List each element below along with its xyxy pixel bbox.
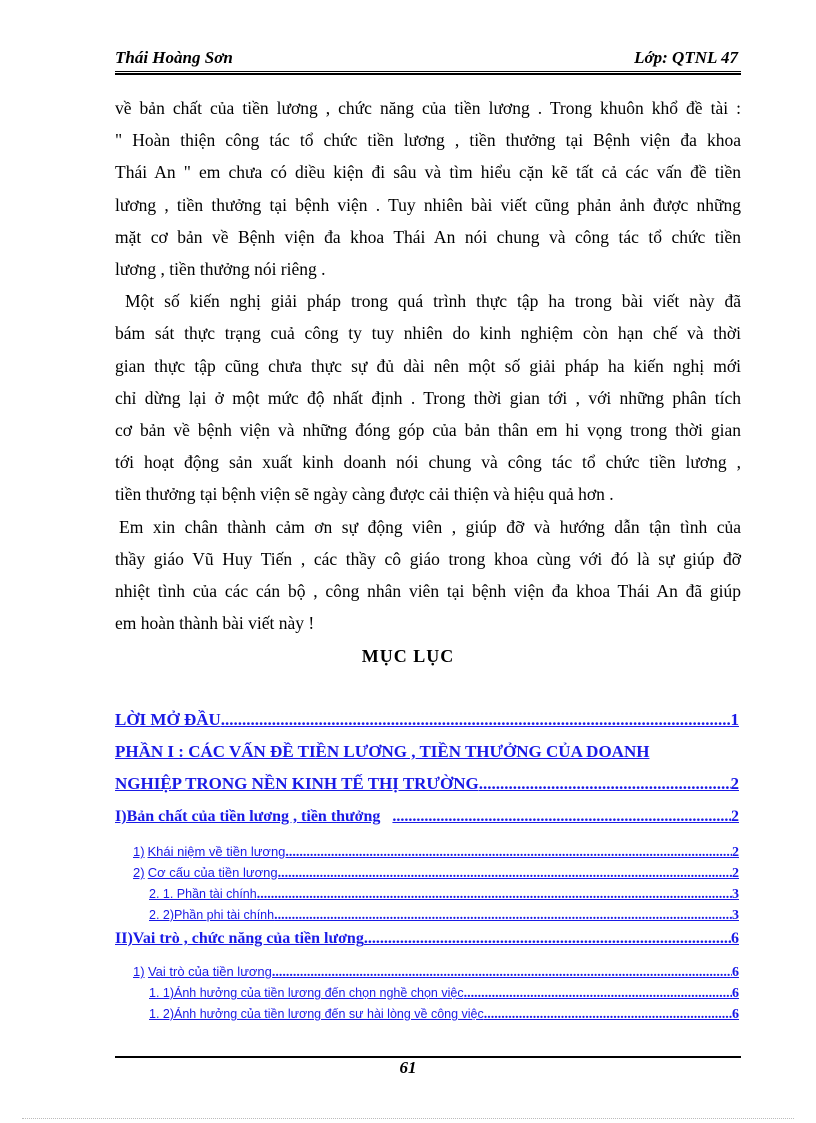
toc-entry-label: PHẦN I : CÁC VẤN ĐỀ TIỀN LƯƠNG , TIỀN THƯỞNG CỦA DOANH: [115, 742, 650, 761]
toc-entry-label: Vai trò , chức năng của tiền lương: [132, 930, 364, 947]
toc-entry-page: 2: [732, 866, 739, 881]
page-edge: [22, 1118, 794, 1119]
toc-entry-number: II): [115, 930, 133, 947]
toc-entry-1-2[interactable]: [133, 865, 739, 882]
toc-entry-label: 2. 2)Phần phi tài chính: [149, 908, 275, 922]
page-number: 61: [399, 1058, 417, 1077]
toc-leader: [464, 986, 732, 1002]
toc-entry-2-1[interactable]: [149, 887, 739, 903]
toc-entry-loi-mo-dau[interactable]: [115, 710, 739, 730]
toc-entry-page: 1: [730, 710, 739, 729]
body-line: lương , tiền thưởng tại bệnh viện . Tuy nhiên bài viết cũng phản ảnh được những: [115, 194, 741, 215]
toc-leader: [257, 887, 732, 903]
body-line: " Hoàn thiện công tác tổ chức tiền lương , tiền thưởng tại Bệnh viện đa khoa: [115, 130, 741, 151]
toc-leader: [484, 1007, 732, 1023]
body-line: bám sát thực trạng cuả công ty tuy nhiên do kinh nghiệm còn hạn chế và thời: [115, 323, 741, 344]
body-line: Thái An " em chưa có diều kiện đi sâu và tìm hiểu cặn kẽ tất cả các vấn đề tiền: [115, 162, 741, 183]
body-line: cơ bản về bệnh viện và những đóng góp của bản thân em hi vọng trong thời gian: [115, 420, 741, 441]
body-line: Một số kiến nghị giải pháp trong quá trình thực tập ha trong bài viết này đã: [125, 291, 741, 312]
toc-entry-page: 2: [732, 845, 739, 860]
body-line: về bản chất của tiền lương , chức năng của tiền lương . Trong khuôn khổ đề tài :: [115, 98, 741, 118]
toc-entry-1-1-chon-nghe[interactable]: [149, 986, 739, 1002]
body-line: mặt cơ bản về Bệnh viện đa khoa Thái An nói chung và công tác tổ chức tiền: [115, 226, 741, 247]
body-line: tiền thưởng tại bệnh viện sẽ ngày càng được cải thiện và hiệu quả hơn .: [115, 484, 614, 505]
toc-entry-2-2[interactable]: [149, 908, 739, 924]
toc-entry-label: NGHIỆP TRONG NỀN KINH TẾ THỊ TRƯỜNG: [115, 774, 479, 793]
toc-leader: [285, 845, 732, 861]
toc-entry-page: 3: [732, 908, 739, 923]
toc-leader: [274, 908, 732, 924]
toc-entry-label: Vai trò của tiền lương: [147, 964, 272, 979]
toc-entry-label: 1. 1)Ảnh hưởng của tiền lương đến chọn nghề chọn việc: [149, 986, 464, 1000]
toc-entry-label: Cơ cấu của tiền lương: [147, 865, 278, 880]
toc-title: MỤC LỤC: [361, 646, 455, 666]
header-rule: [115, 71, 741, 75]
header-author: Thái Hoàng Sơn: [115, 48, 233, 67]
body-line: thầy giáo Vũ Huy Tiến , các thầy cô giáo trong khoa cùng với đó là sự giúp đỡ: [115, 548, 741, 569]
body-line: tới hoạt động sản xuất kinh doanh nói chung và công tác tổ chức tiền lương ,: [115, 452, 741, 473]
toc-entry-1-1[interactable]: [133, 844, 739, 861]
body-line: nhiệt tình của các cán bộ , công nhân viên tại bệnh viện đa khoa Thái An đã giúp: [115, 581, 741, 602]
toc-leader: [272, 965, 732, 981]
toc-entry-section-2[interactable]: [115, 930, 739, 948]
body-line: Em xin chân thành cảm ơn sự động viên , giúp đỡ và hướng dẫn tận tình của: [119, 516, 741, 537]
toc-entry-2-1-vai-tro[interactable]: [133, 964, 739, 981]
toc-entry-1-2-hai-long[interactable]: [149, 1007, 739, 1023]
toc-leader: [479, 774, 731, 794]
body-text: [115, 92, 741, 639]
body-line: gian thực tập cũng chưa thực sự đủ dài nên một số giải pháp ha kiến nghị mới: [115, 355, 741, 376]
toc-entry-phan-1-line1[interactable]: [115, 742, 739, 762]
body-line: em hoàn thành bài viết này !: [115, 613, 315, 634]
body-line: lương , tiền thưởng nói riêng .: [115, 259, 326, 280]
toc-entry-page: 2: [731, 808, 739, 825]
toc-entry-label: Bản chất của tiền lương , tiền thưởng: [126, 808, 381, 825]
toc-entry-label: 2. 1. Phần tài chính: [149, 887, 257, 901]
header-class: Lớp: QTNL 47: [634, 48, 738, 67]
toc-leader: [278, 866, 732, 882]
toc-leader: [364, 930, 731, 948]
toc-entry-page: 6: [732, 1007, 739, 1022]
toc-leader: [221, 710, 731, 730]
toc-leader: [380, 808, 731, 826]
toc-entry-label: Khái niệm về tiền lương: [147, 844, 286, 859]
toc-entry-section-1[interactable]: [115, 808, 739, 826]
toc-entry-number: 1): [133, 964, 145, 979]
toc-entry-number: I): [115, 808, 127, 825]
toc-entry-label: LỜI MỞ ĐẦU: [115, 710, 221, 729]
toc-entry-number: 1): [133, 844, 145, 859]
toc-entry-page: 2: [730, 774, 739, 793]
toc-entry-page: 6: [731, 930, 739, 947]
toc-entry-page: 6: [732, 965, 739, 980]
toc-entry-page: 3: [732, 887, 739, 902]
toc-entry-phan-1-line2[interactable]: [115, 774, 739, 794]
toc-entry-number: 2): [133, 865, 145, 880]
toc-entry-page: 6: [732, 986, 739, 1001]
toc-entry-label: 1. 2)Ảnh hưởng của tiền lương đến sư hài lòng về công việc: [149, 1007, 484, 1021]
body-line: chỉ dừng lại ở một mức độ nhất định . Trong thời gian tới , với những phân tích: [115, 387, 741, 408]
